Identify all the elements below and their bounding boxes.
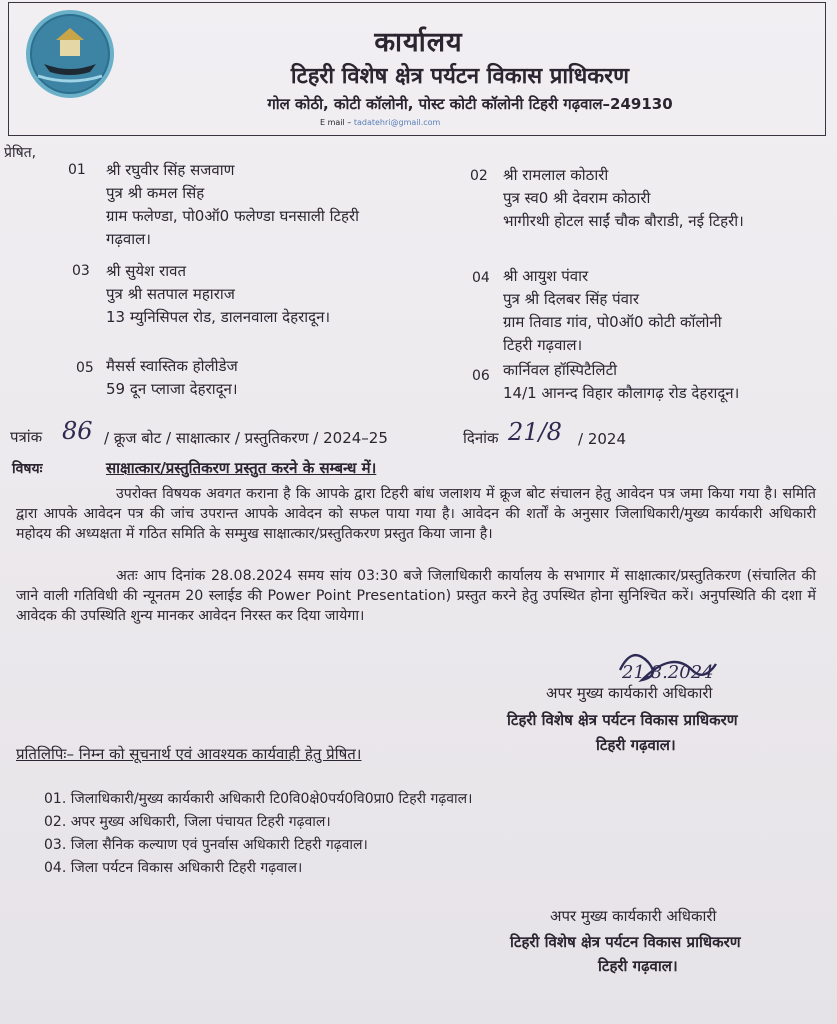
date-year: / 2024 bbox=[578, 430, 626, 448]
recipient-line: पुत्र श्री सतपाल महाराज bbox=[106, 285, 235, 303]
signatory-organization: टिहरी विशेष क्षेत्र पर्यटन विकास प्राधिकरण bbox=[510, 933, 741, 951]
sent-to-label: प्रेषित, bbox=[4, 145, 37, 161]
subject-label: विषयः bbox=[12, 461, 43, 477]
signature-date-handwritten: 21.8.2024 bbox=[622, 662, 714, 683]
recipient-number: 04 bbox=[472, 270, 490, 286]
email-label: E mail – bbox=[320, 118, 352, 127]
copy-item: 04. जिला पर्यटन विकास अधिकारी टिहरी गढ़वाल। bbox=[44, 860, 303, 876]
recipient-line: ग्राम तिवाड गांव, पो0ऑ0 कोटी कॉलोनी bbox=[503, 313, 722, 331]
email-address[interactable]: tadatehri@gmail.com bbox=[353, 118, 441, 127]
signatory-place: टिहरी गढ़वाल। bbox=[596, 736, 676, 754]
recipient-line: 14/1 आनन्द विहार कौलागढ़ रोड देहरादून। bbox=[503, 384, 740, 402]
recipient-number: 05 bbox=[76, 360, 94, 376]
recipient-line: 13 म्युनिसिपल रोड, डालनवाला देहरादून। bbox=[106, 308, 331, 326]
recipient-number: 06 bbox=[472, 368, 490, 384]
body-paragraph-2: अतः आप दिनांक 28.08.2024 समय सांय 03:30 बजे जिलाधिकारी कार्यालय के सभागार में साक्षात्कार/प्रस्तुतिकरण (संचालित की जाने वाली गतिविधी की न्यूनतम 20 स्लाईड की Power Point Presentation) प्रस्तुत करने हेतु उपस्थित होना सुनिश्चित करें। अनुपस्थिति की दशा में आवेदक की उपस्थिति शुन्य मानकर आवेदन निरस्त कर दिया जायेगा। bbox=[16, 568, 816, 624]
copy-item: 03. जिला सैनिक कल्याण एवं पुनर्वास अधिकारी टिहरी गढ़वाल। bbox=[44, 837, 368, 853]
recipient-line: टिहरी गढ़वाल। bbox=[503, 336, 583, 354]
office-address: गोल कोठी, कोटी कॉलोनी, पोस्ट कोटी कॉलोनी टिहरी गढ़वाल–249130 bbox=[267, 95, 673, 113]
email-line bbox=[320, 118, 440, 127]
copy-item: 02. अपर मुख्य अधिकारी, जिला पंचायत टिहरी गढ़वाल। bbox=[44, 814, 331, 830]
recipient-line: मैसर्स स्वास्तिक होलीडेज bbox=[106, 357, 238, 375]
recipient-number: 03 bbox=[72, 263, 90, 279]
organization-name: टिहरी विशेष क्षेत्र पर्यटन विकास प्राधिकरण bbox=[290, 64, 630, 89]
signatory-organization: टिहरी विशेष क्षेत्र पर्यटन विकास प्राधिकरण bbox=[507, 711, 738, 729]
signatory-designation: अपर मुख्य कार्यकारी अधिकारी bbox=[550, 907, 717, 925]
date-label: दिनांक bbox=[463, 429, 499, 447]
ref-path: / क्रूज बोट / साक्षात्कार / प्रस्तुतिकरण / 2024–25 bbox=[104, 429, 388, 447]
recipient-line: श्री आयुश पंवार bbox=[503, 267, 589, 285]
recipient-line: पुत्र श्री कमल सिंह bbox=[106, 184, 205, 202]
office-title: कार्यालय bbox=[374, 27, 463, 58]
recipient-line: पुत्र श्री दिलबर सिंह पंवार bbox=[503, 290, 639, 308]
body-paragraph-1: उपरोक्त विषयक अवगत कराना है कि आपके द्वारा टिहरी बांध जलाशय में क्रूज बोट संचालन हेतु आवेदन पत्र जमा किया गया है। समिति द्वारा आपके आवेदन पत्र की जांच उपरान्त आपके आवेदन को सफल पाया गया है। आवेदन की शर्तों के अनुसार जिलाधिकारी/मुख्य कार्यकारी अधिकारी महोदय की अध्यक्षता में गठित समिति के सम्मुख साक्षात्कार/प्रस्तुतिकरण प्रस्तुत किया जाना है। bbox=[16, 486, 816, 542]
recipient-number: 02 bbox=[470, 168, 488, 184]
recipient-line: श्री रामलाल कोठारी bbox=[503, 166, 609, 184]
date-handwritten: 21/8 bbox=[508, 418, 562, 446]
recipient-line: श्री सुयेश रावत bbox=[106, 262, 186, 280]
signatory-designation: अपर मुख्य कार्यकारी अधिकारी bbox=[546, 684, 713, 702]
recipient-line: 59 दून प्लाजा देहरादून। bbox=[106, 380, 238, 398]
recipient-line: कार्निवल हॉस्पिटैलिटी bbox=[503, 361, 618, 379]
recipient-line: गढ़वाल। bbox=[106, 230, 151, 248]
ref-label: पत्रांक bbox=[10, 428, 43, 446]
copy-heading: प्रतिलिपिः– निम्न को सूचनार्थ एवं आवश्यक कार्यवाही हेतु प्रेषित। bbox=[16, 745, 362, 763]
recipient-line: श्री रघुवीर सिंह सजवाण bbox=[106, 161, 235, 179]
copy-item: 01. जिलाधिकारी/मुख्य कार्यकारी अधिकारी टि0वि0क्षे0पर्य0वि0प्रा0 टिहरी गढ़वाल। bbox=[44, 791, 473, 807]
recipient-line: भागीरथी होटल साईं चौक बौराडी, नई टिहरी। bbox=[503, 212, 744, 230]
recipient-number: 01 bbox=[68, 162, 86, 178]
signatory-place: टिहरी गढ़वाल। bbox=[598, 957, 678, 975]
subject-text: साक्षात्कार/प्रस्तुतिकरण प्रस्तुत करने के सम्बन्ध में। bbox=[106, 459, 377, 477]
ref-number-handwritten: 86 bbox=[62, 417, 93, 445]
recipient-line: पुत्र स्व0 श्री देवराम कोठारी bbox=[503, 189, 651, 207]
recipient-line: ग्राम फलेण्डा, पो0ऑ0 फलेण्डा घनसाली टिहरी bbox=[106, 207, 360, 225]
